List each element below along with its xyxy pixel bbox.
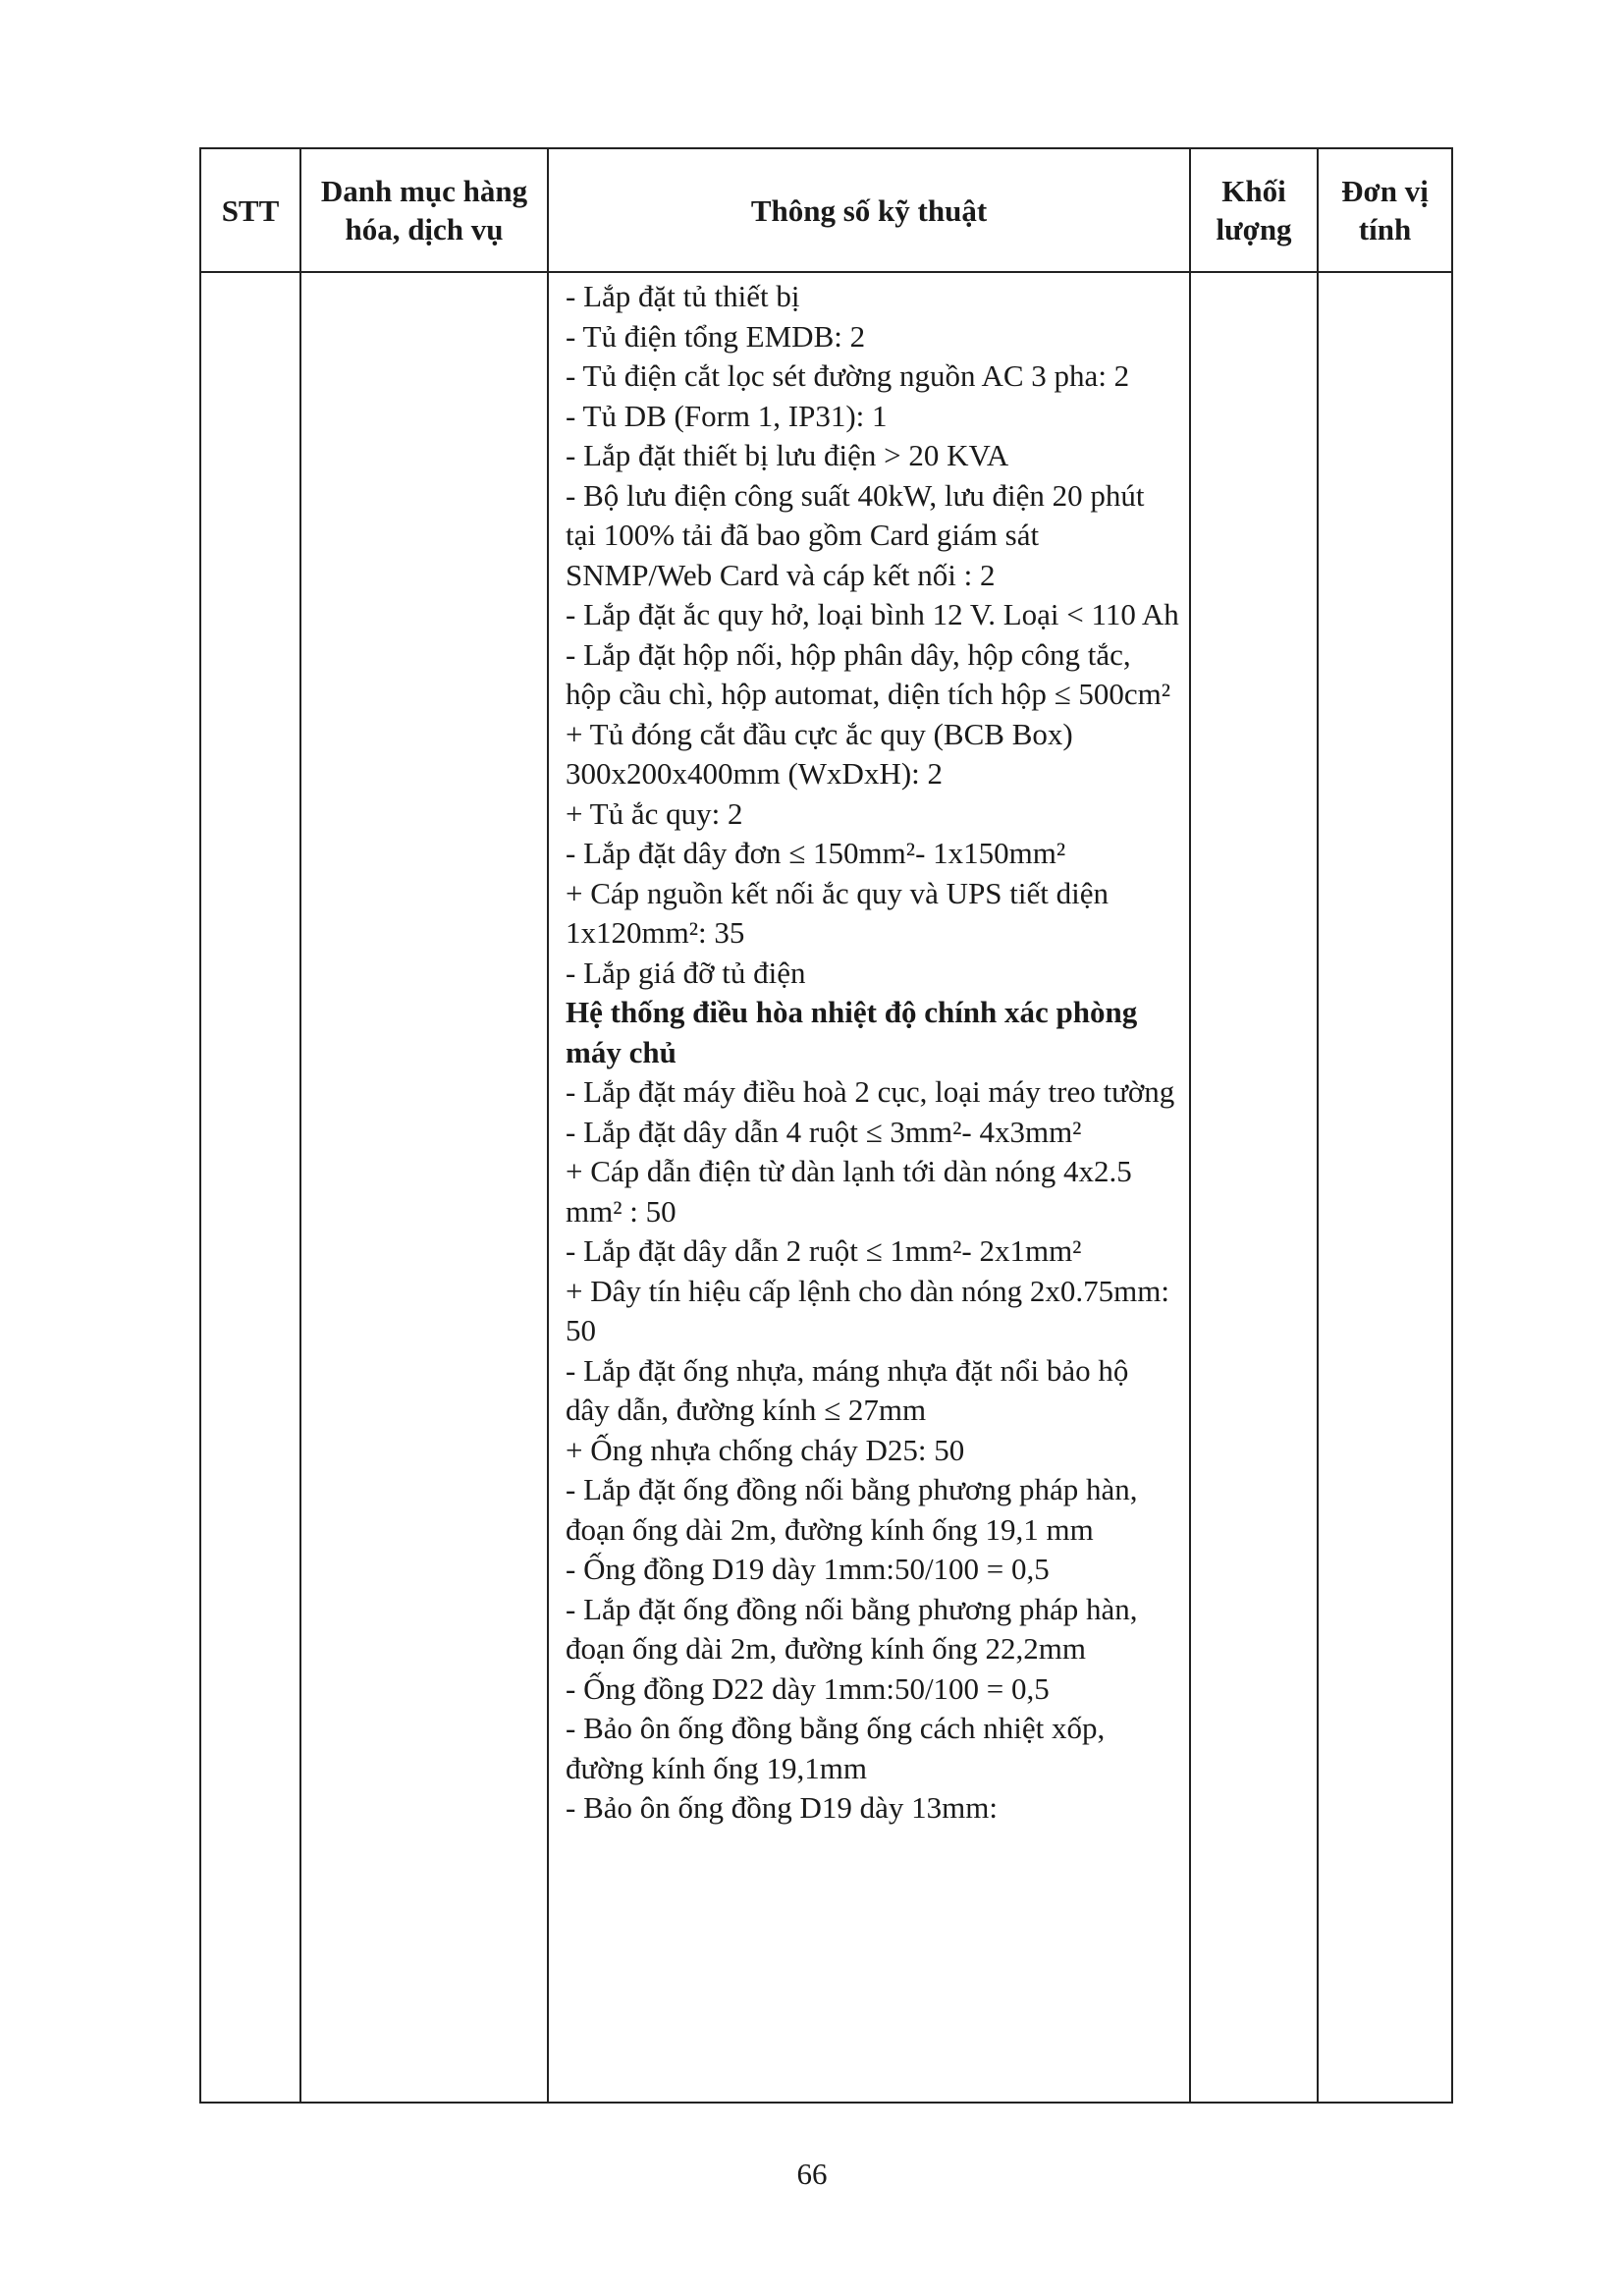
spec-line: - Tủ điện cắt lọc sét đường nguồn AC 3 pha: 2 — [566, 358, 1130, 393]
table-row — [200, 272, 1452, 2103]
spec-line: - Lắp đặt ống nhựa, máng nhựa đặt nổi bảo hộ dây dẫn, đường kính ≤ 27mm — [566, 1352, 1129, 1427]
spec-line: - Lắp đặt hộp nối, hộp phân dây, hộp công tắc, hộp cầu chì, hộp automat, diện tích hộp ≤ 500cm² — [566, 636, 1171, 711]
spec-line: - Bảo ôn ống đồng bằng ống cách nhiệt xốp, đường kính ống 19,1mm — [566, 1711, 1106, 1785]
page-number: 66 — [796, 2157, 828, 2191]
spec-line: + Cáp dẫn điện từ dàn lạnh tới dàn nóng 4x2.5 mm² : 50 — [566, 1154, 1132, 1229]
spec-list — [549, 273, 1189, 2102]
spec-line: - Lắp đặt máy điều hoà 2 cục, loại máy treo tường — [566, 1074, 1175, 1109]
spec-line: - Lắp đặt ống đồng nối bằng phương pháp hàn, đoạn ống dài 2m, đường kính ống 19,1 mm — [566, 1472, 1138, 1547]
specification-table — [199, 147, 1453, 2104]
spec-line: - Lắp đặt dây dẫn 2 ruột ≤ 1mm²- 2x1mm² — [566, 1233, 1082, 1268]
header-item: Danh mục hàng hóa, dịch vụ — [300, 148, 548, 272]
spec-line: - Lắp đặt dây đơn ≤ 150mm²- 1x150mm² — [566, 836, 1066, 870]
spec-line: + Tủ ắc quy: 2 — [566, 795, 743, 831]
header-stt: STT — [200, 148, 300, 272]
spec-line: - Lắp đặt thiết bị lưu điện > 20 KVA — [566, 438, 1009, 472]
spec-line: + Dây tín hiệu cấp lệnh cho dàn nóng 2x0.75mm: 50 — [566, 1273, 1169, 1347]
spec-line: - Bảo ôn ống đồng D19 dày 13mm: — [566, 1790, 998, 1825]
spec-line: - Ống đồng D22 dày 1mm:50/100 = 0,5 — [566, 1670, 1050, 1706]
spec-line: - Lắp đặt ắc quy hở, loại bình 12 V. Loại < 110 Ah — [566, 597, 1179, 631]
spec-line: + Tủ đóng cắt đầu cực ắc quy (BCB Box) 300x200x400mm (WxDxH): 2 — [566, 716, 1073, 791]
spec-line: - Ống đồng D19 dày 1mm:50/100 = 0,5 — [566, 1552, 1050, 1586]
header-specs: Thông số kỹ thuật — [548, 148, 1190, 272]
spec-line: - Lắp giá đỡ tủ điện — [566, 955, 806, 990]
spec-line: - Lắp đặt ống đồng nối bằng phương pháp hàn, đoạn ống dài 2m, đường kính ống 22,2mm — [566, 1591, 1138, 1666]
spec-line: - Tủ điện tổng EMDB: 2 — [566, 318, 866, 354]
spec-line: - Lắp đặt tủ thiết bị — [566, 279, 800, 313]
header-unit: Đơn vị tính — [1318, 148, 1452, 272]
header-quantity: Khối lượng — [1190, 148, 1318, 272]
cell-stt — [200, 272, 300, 2103]
spec-line: + Ống nhựa chống cháy D25: 50 — [566, 1432, 965, 1467]
cell-unit — [1318, 272, 1452, 2103]
spec-line: + Cáp nguồn kết nối ắc quy và UPS tiết diện 1x120mm²: 35 — [566, 875, 1110, 950]
spec-line: - Bộ lưu điện công suất 40kW, lưu điện 20 phút tại 100% tải đã bao gồm Card giám sát SNMP/Web Card và cáp kết nối : 2 — [566, 477, 1145, 592]
cell-specs — [548, 272, 1190, 2103]
table-header-row — [200, 148, 1452, 272]
cell-item — [300, 272, 548, 2103]
cell-quantity — [1190, 272, 1318, 2103]
spec-line: - Tủ DB (Form 1, IP31): 1 — [566, 398, 888, 433]
spec-section-heading: Hệ thống điều hòa nhiệt độ chính xác phòng máy chủ — [566, 995, 1138, 1069]
spec-line: - Lắp đặt dây dẫn 4 ruột ≤ 3mm²- 4x3mm² — [566, 1114, 1082, 1149]
